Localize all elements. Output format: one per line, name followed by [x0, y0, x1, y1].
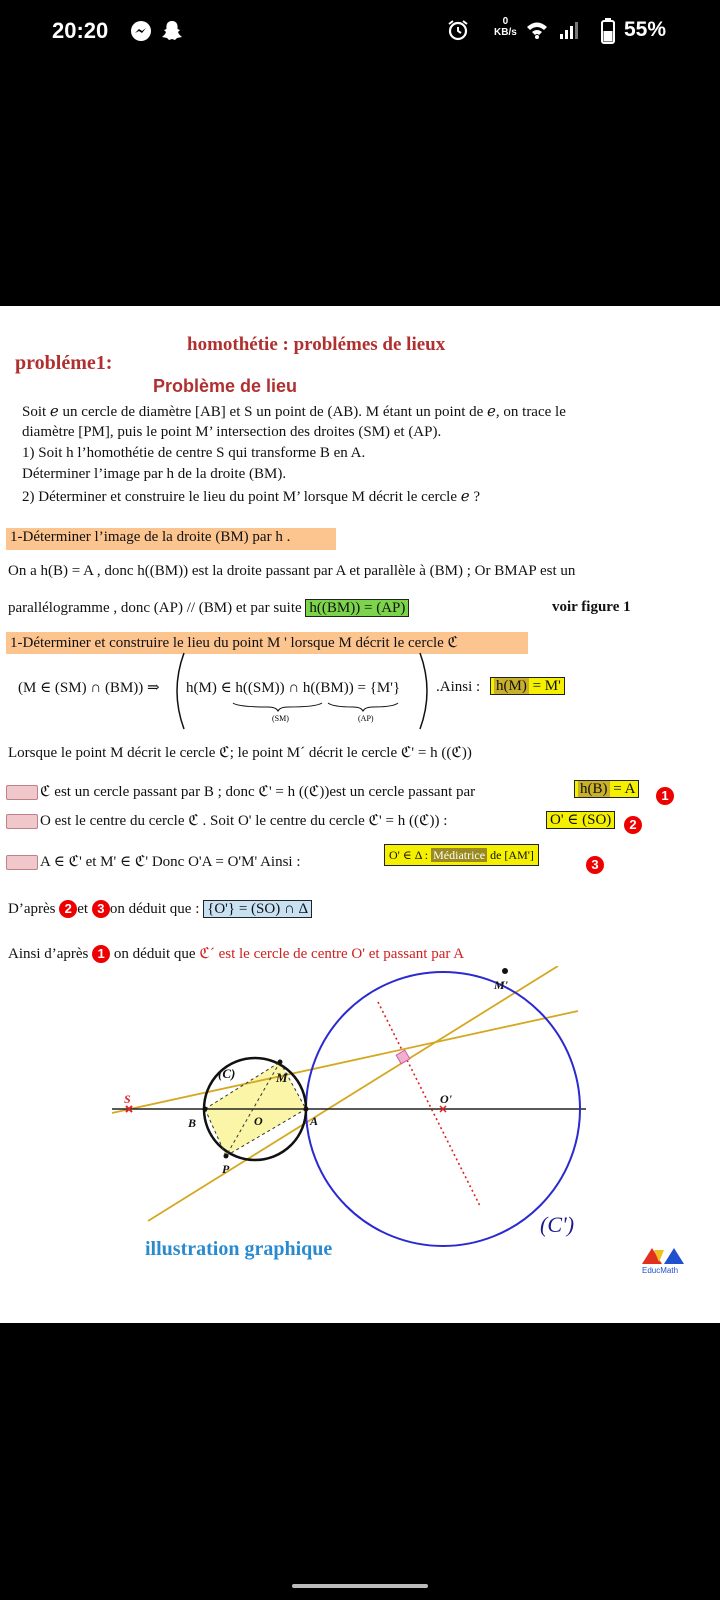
bullet-3-box-a: O' ∈ Δ :	[389, 848, 429, 862]
label-B: B	[188, 1116, 197, 1130]
label-O: O	[254, 1114, 263, 1128]
dapres-b: on déduit que :	[109, 901, 200, 917]
section1-title: 1-Déterminer l’image de la droite (BM) par h .	[6, 528, 336, 550]
dapres-line	[8, 900, 312, 918]
eq-sub-sm: (SM)	[272, 714, 289, 723]
bullet-2-box-text: O' ∈ (SO)	[546, 811, 615, 829]
label-A: A	[310, 1114, 319, 1128]
ainsi-a: Ainsi d’après	[8, 946, 93, 962]
badge-3: 3	[586, 856, 604, 874]
geometry-figure	[0, 966, 720, 1323]
pencil-icon	[6, 785, 38, 800]
section2-title: 1-Déterminer et construire le lieu du point M ' lorsque M décrit le cercle ℭ	[6, 632, 528, 654]
badge-1b: 1	[92, 945, 110, 963]
bullet-3-num	[586, 856, 604, 874]
voir-figure: voir figure 1	[552, 599, 631, 615]
label-P: P	[222, 1162, 230, 1176]
label-M: M	[276, 1070, 288, 1085]
statement-line-4: Déterminer l’image par h de la droite (BM).	[22, 466, 287, 482]
bullet-3-box	[384, 848, 539, 863]
eq-ainsi: .Ainsi :	[436, 679, 481, 695]
badge-1: 1	[656, 787, 674, 805]
label-M-prime: M'	[494, 978, 509, 992]
pencil-icon	[6, 814, 38, 829]
statement-line-3: 1) Soit h l’homothétie de centre S qui transforme B en A.	[22, 445, 366, 461]
bullet-1-text: ℭ est un cercle passant par B ; donc ℭ' = h ((ℭ))est un cercle passant par	[40, 784, 476, 800]
dapres-et: et	[77, 901, 92, 917]
wifi-icon	[525, 20, 549, 40]
bullet-1-num	[656, 787, 674, 805]
battery-percent: 55%	[624, 18, 667, 41]
eq-box-b: = M'	[528, 678, 561, 694]
net-speed-unit: KB/s	[494, 27, 517, 38]
bullet-2-num	[624, 816, 642, 834]
bullet-1	[6, 782, 475, 801]
statement-line-2: diamètre [PM], puis le point M’ intersection des droites (SM) et (AP).	[22, 424, 442, 440]
dapres-a: D’après	[8, 901, 60, 917]
eq-middle: h(M) ∈ h((SM)) ∩ h((BM)) = {M'}	[186, 680, 401, 696]
network-speed	[494, 16, 517, 38]
bullet-2	[6, 811, 447, 830]
bullet-3	[6, 852, 301, 871]
s1-line-2	[8, 600, 409, 617]
messenger-icon	[130, 20, 152, 42]
eq-result-box	[490, 678, 565, 695]
bullet-1-box-b: = A	[609, 781, 636, 797]
statement-line-5: 2) Déterminer et construire le lieu du point M’ lorsque M décrit le cercle ℯ ?	[22, 489, 481, 505]
educmath-logo	[640, 1246, 686, 1266]
pencil-icon	[6, 855, 38, 870]
clock: 20:20	[52, 18, 109, 43]
label-C-prime: (C')	[540, 1212, 575, 1237]
subtitle: Problème de lieu	[153, 376, 298, 396]
label-C: (C)	[218, 1066, 236, 1081]
dapres-box: {O'} = (SO) ∩ Δ	[203, 900, 312, 918]
snapchat-icon	[160, 19, 184, 43]
illustration-caption: illustration graphique	[145, 1238, 333, 1260]
label-S: S	[124, 1092, 131, 1106]
s1-line-2-text: parallélogramme , donc (AP) // (BM) et par suite	[8, 600, 302, 616]
eq-box-a: h(M)	[496, 678, 527, 694]
bullet-2-box	[546, 810, 615, 829]
battery-icon	[600, 17, 616, 45]
badge-3b: 3	[92, 900, 110, 918]
bullet-2-text: O est le centre du cercle ℭ . Soit O' le centre du cercle ℭ' = h ((ℭ)) :	[40, 813, 448, 829]
ainsi-line	[8, 944, 464, 963]
document-image	[0, 306, 720, 1323]
main-title: homothétie : problémes de lieux	[187, 334, 446, 355]
bullet-1-box-a: h(B)	[580, 781, 608, 797]
statement-line-1: Soit ℯ un cercle de diamètre [AB] et S un point de (AB). M étant un point de ℯ, on trace le	[22, 404, 566, 420]
bullet-3-box-b: de [AM']	[490, 848, 534, 862]
alarm-icon	[446, 18, 470, 42]
label-O-prime: O'	[440, 1092, 452, 1106]
bullet-3-box-hl: Médiatrice	[433, 848, 486, 862]
net-speed-value: 0	[502, 16, 509, 27]
gesture-bar[interactable]	[292, 1584, 428, 1588]
probleme-label: probléme1:	[15, 352, 113, 374]
ainsi-b: on déduit que	[110, 946, 196, 962]
badge-2b: 2	[59, 900, 77, 918]
educmath-label: EducMath	[642, 1266, 679, 1275]
badge-2: 2	[624, 816, 642, 834]
ainsi-c: ℭ´ est le cercle de centre O' et passant par A	[195, 946, 465, 962]
s1-line-1: On a h(B) = A , donc h((BM)) est la droite passant par A et parallèle à (BM) ; Or BMAP est un	[8, 563, 576, 579]
bullet-1-box	[574, 781, 639, 798]
eq-left: (M ∈ (SM) ∩ (BM)) ⇒	[18, 680, 160, 696]
status-bar	[0, 0, 720, 64]
eq-sub-ap: (AP)	[358, 714, 374, 723]
s1-result-box: h((BM)) = (AP)	[305, 599, 409, 617]
lorsque-line: Lorsque le point M décrit le cercle ℭ; le point M´ décrit le cercle ℭ' = h ((ℭ))	[8, 745, 472, 761]
signal-icon	[558, 20, 580, 40]
bullet-3-text: A ∈ ℭ' et M' ∈ ℭ' Donc O'A = O'M' Ainsi :	[40, 854, 301, 870]
